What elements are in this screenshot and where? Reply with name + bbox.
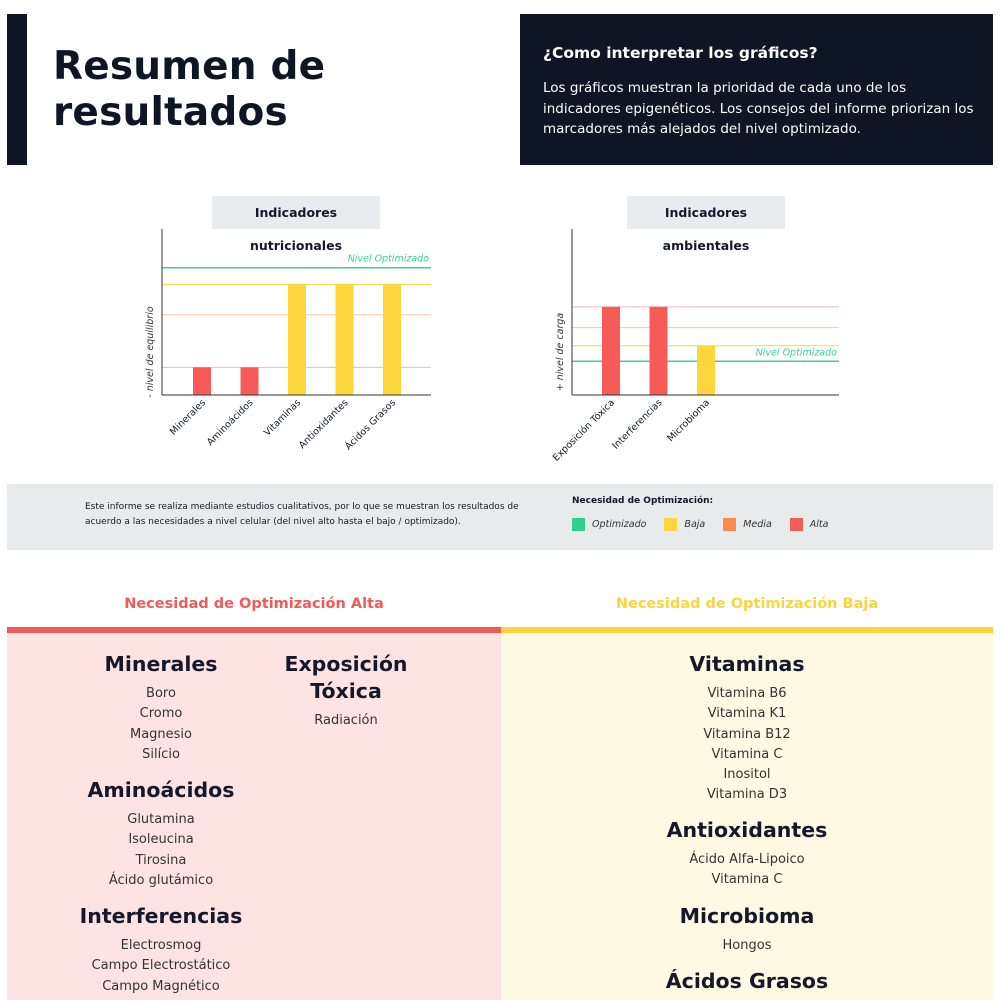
- bar-0: [602, 307, 620, 395]
- list-item: Isoleucina: [128, 832, 194, 848]
- legend-label: Optimizado: [592, 519, 647, 530]
- list-item: Cromo: [139, 706, 183, 722]
- group-list: [246, 711, 446, 731]
- group-title: Minerales: [104, 652, 218, 676]
- group-list: [61, 810, 261, 891]
- group-list: [61, 684, 261, 765]
- group-title: Antioxidantes: [666, 818, 828, 842]
- legend-swatch: [664, 518, 677, 531]
- x-tick-label: Antioxidantes: [296, 397, 351, 452]
- group-title: Vitaminas: [689, 652, 805, 676]
- bar-4: [383, 284, 401, 395]
- x-tick-label: Interferencias: [610, 397, 665, 452]
- list-item: Boro: [146, 686, 176, 701]
- list-item: Campo Magnético: [102, 978, 220, 994]
- group-list: [61, 936, 261, 997]
- section-title-alta: Necesidad de Optimización Alta: [124, 596, 384, 612]
- list-item: Hongos: [722, 938, 772, 953]
- list-item: Ácido Alfa-Lipoico: [689, 852, 805, 867]
- group-title: Microbioma: [679, 904, 815, 928]
- x-tick-label: Exposición Tóxica: [550, 397, 618, 464]
- indicator-group: [632, 968, 862, 995]
- group-title: Aminoácidos: [87, 778, 235, 802]
- info-title: ¿Como interpretar los gráficos?: [543, 44, 818, 62]
- group-title: Exposición Tóxica: [284, 652, 408, 703]
- report-page: [7, 0, 993, 1000]
- y-axis-label: + nivel de carga: [555, 312, 566, 392]
- column-baja: [501, 627, 993, 1000]
- list-item: Ácido glutámico: [108, 872, 214, 888]
- bar-2: [697, 346, 715, 395]
- column-alta: [7, 627, 501, 1000]
- legend-swatch: [723, 518, 736, 531]
- group-list: [632, 684, 862, 806]
- bar-2: [288, 284, 306, 395]
- list-item: Vitamina B6: [707, 686, 787, 701]
- x-tick-label: Vitaminas: [261, 397, 304, 439]
- legend-item: [790, 518, 829, 531]
- legend-label: Alta: [809, 519, 829, 530]
- chart-title-nutricionales: Indicadores nutricionales: [212, 196, 380, 229]
- list-item: Vitamina C: [711, 746, 783, 762]
- list-item: Vitamina C: [711, 872, 783, 888]
- list-item: Tirosina: [135, 852, 187, 868]
- indicator-group: [632, 903, 862, 956]
- indicator-group: [61, 651, 261, 765]
- list-item: Silício: [142, 746, 180, 762]
- list-item: Electrosmog: [120, 938, 202, 953]
- group-list: [632, 850, 862, 891]
- list-item: Vitamina B12: [703, 726, 791, 742]
- list-item: Glutamina: [127, 812, 195, 827]
- x-tick-label: Microbioma: [665, 397, 713, 445]
- x-tick-label: Aminoácidos: [204, 397, 256, 449]
- bar-1: [241, 367, 259, 395]
- indicator-group: [61, 903, 261, 997]
- charts-area: [7, 0, 993, 480]
- bar-0: [193, 367, 211, 395]
- x-tick-label: Minerales: [167, 397, 209, 438]
- list-item: Inositol: [723, 767, 771, 783]
- legend-label: Baja: [684, 519, 706, 530]
- legend-swatch: [572, 518, 585, 531]
- indicator-group: [246, 651, 446, 731]
- optimized-level-label: Nivel Optimizado: [347, 253, 429, 265]
- bar-3: [336, 284, 354, 395]
- chart-0: [145, 229, 431, 452]
- legend-item: [664, 518, 705, 531]
- legend-item: [723, 518, 772, 531]
- group-title: Interferencias: [79, 904, 243, 928]
- indicator-group: [632, 817, 862, 891]
- methodology-note: Este informe se realiza mediante estudios cualitativos, por lo que se muestran los resultados de acuerdo a las necesidades a nivel celular (del nivel alto hasta el bajo / optimizado).: [85, 502, 519, 527]
- list-item: Magnesio: [129, 726, 192, 742]
- indicator-group: [632, 651, 862, 806]
- list-item: Radiación: [314, 713, 378, 728]
- page-title: Resumen de resultados: [53, 44, 326, 135]
- y-axis-label: - nivel de equilibrio: [145, 306, 156, 398]
- legend-label: Media: [743, 519, 772, 530]
- list-item: Vitamina K1: [707, 706, 787, 722]
- group-title: Ácidos Grasos: [665, 969, 829, 993]
- legend: [572, 518, 846, 531]
- info-band: [7, 484, 993, 550]
- legend-item: [572, 518, 646, 531]
- indicator-group: [61, 777, 261, 891]
- section-title-baja: Necesidad de Optimización Baja: [615, 596, 879, 612]
- bar-1: [650, 307, 668, 395]
- legend-title: Necesidad de Optimización:: [572, 496, 714, 506]
- x-tick-label: Ácidos Grasos: [343, 397, 399, 453]
- info-text: Los gráficos muestran la prioridad de cada uno de los indicadores epigenéticos. Los consejos del informe priorizan los marcadores más alejados del nivel optimizado.: [543, 80, 974, 137]
- group-list: [632, 936, 862, 956]
- optimized-level-label: Nivel Optimizado: [755, 347, 837, 359]
- list-item: Campo Electrostático: [91, 958, 231, 974]
- chart-title-ambientales: Indicadores ambientales: [627, 196, 785, 229]
- chart-1: [551, 229, 839, 464]
- legend-swatch: [790, 518, 803, 531]
- list-item: Vitamina D3: [706, 787, 788, 803]
